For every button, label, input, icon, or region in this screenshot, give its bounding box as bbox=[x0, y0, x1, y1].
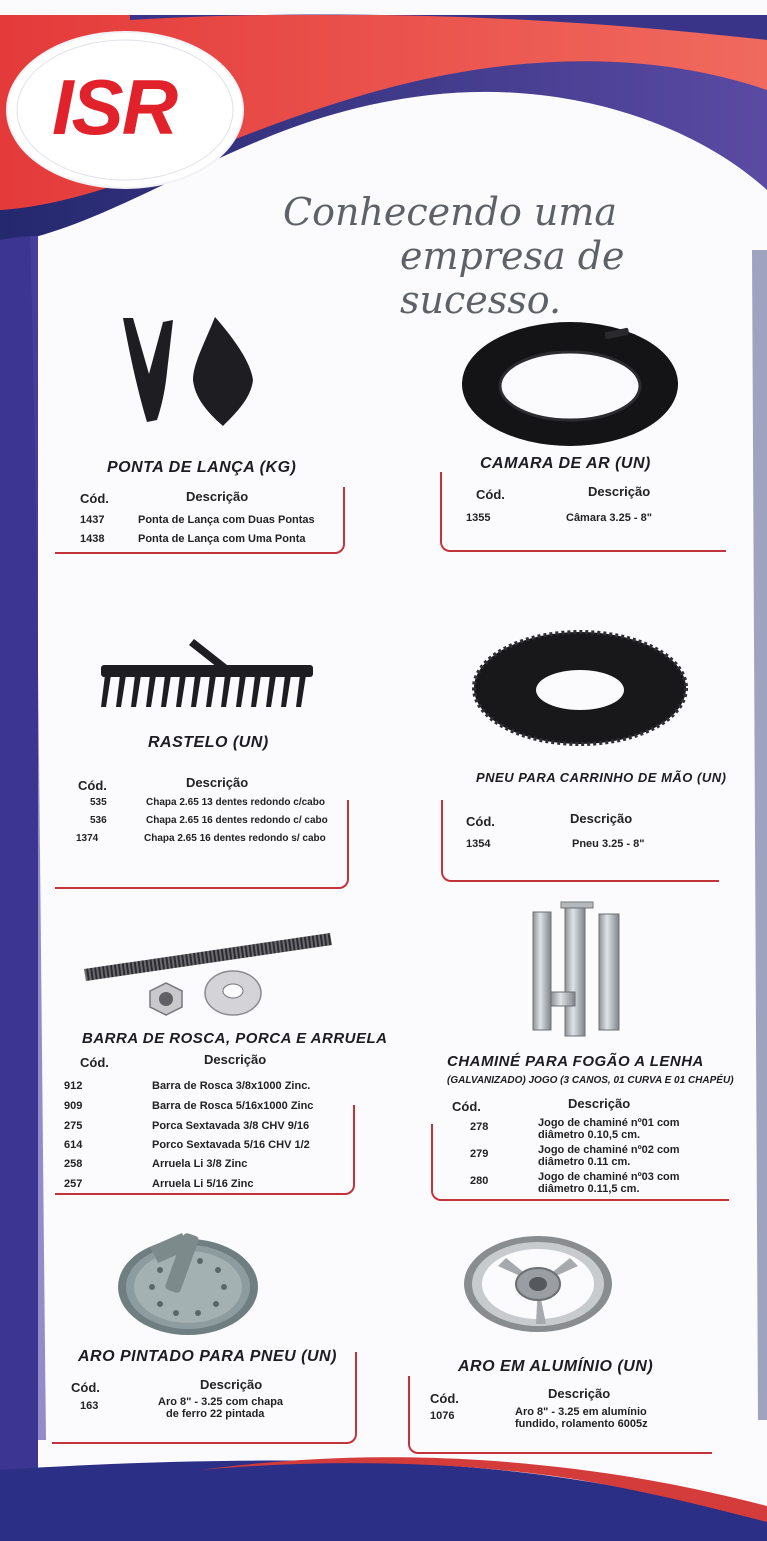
product-description: diâmetro 0.10,5 cm. bbox=[538, 1129, 641, 1141]
rake-icon bbox=[97, 635, 317, 715]
code-header: Cód. bbox=[80, 1055, 109, 1070]
product-description: Arruela Li 5/16 Zinc bbox=[152, 1178, 254, 1190]
product-code: 163 bbox=[80, 1400, 99, 1412]
description-header: Descrição bbox=[186, 775, 249, 790]
product-code: 278 bbox=[470, 1121, 489, 1133]
product-description: Chapa 2.65 13 dentes redondo c/cabo bbox=[146, 797, 325, 808]
product-code: 279 bbox=[470, 1148, 489, 1160]
product-code: 909 bbox=[64, 1100, 83, 1112]
slogan-line-2: empresa de sucesso. bbox=[400, 234, 625, 322]
product-description: Aro 8" - 3.25 com chapa bbox=[158, 1396, 284, 1408]
product-description: Pneu 3.25 - 8" bbox=[572, 838, 645, 850]
description-header: Descrição bbox=[204, 1052, 267, 1067]
painted-rim-icon bbox=[112, 1225, 262, 1340]
product-title-aro-aluminio: ARO EM ALUMÍNIO (UN) bbox=[458, 1358, 654, 1375]
product-title-ponta: PONTA DE LANÇA (KG) bbox=[107, 459, 297, 476]
product-title-rastelo: RASTELO (UN) bbox=[148, 734, 269, 751]
product-description: Barra de Rosca 5/16x1000 Zinc bbox=[152, 1100, 314, 1112]
code-header: Cód. bbox=[452, 1099, 481, 1114]
product-description: Ponta de Lança com Duas Pontas bbox=[138, 514, 315, 526]
product-description: Chapa 2.65 16 dentes redondo c/ cabo bbox=[146, 815, 328, 826]
chimney-pipe-icon bbox=[525, 900, 635, 1040]
code-header: Cód. bbox=[80, 491, 109, 506]
product-code: 1438 bbox=[80, 533, 105, 545]
product-title-aro-pintado: ARO PINTADO PARA PNEU (UN) bbox=[78, 1348, 337, 1365]
product-description: Barra de Rosca 3/8x1000 Zinc. bbox=[152, 1080, 311, 1092]
code-header: Cód. bbox=[430, 1391, 459, 1406]
product-code: 257 bbox=[64, 1178, 83, 1190]
product-title-camara: CAMARA DE AR (UN) bbox=[480, 455, 651, 472]
table-frame bbox=[55, 487, 345, 554]
product-title-chamine: CHAMINÉ PARA FOGÃO A LENHA bbox=[447, 1053, 704, 1070]
description-header: Descrição bbox=[548, 1386, 611, 1401]
product-code: 912 bbox=[64, 1080, 83, 1092]
product-description: Arruela Li 3/8 Zinc bbox=[152, 1158, 248, 1170]
product-description: Aro 8" - 3.25 em alumínio bbox=[515, 1406, 647, 1418]
product-code: 275 bbox=[64, 1120, 83, 1132]
inner-tube-icon bbox=[455, 312, 685, 452]
product-description: Chapa 2.65 16 dentes redondo s/ cabo bbox=[144, 833, 326, 844]
description-header: Descrição bbox=[186, 489, 249, 504]
product-description: Jogo de chaminé nº03 com bbox=[538, 1171, 680, 1183]
description-header: Descrição bbox=[568, 1096, 631, 1111]
product-title-barra: BARRA DE ROSCA, PORCA E ARRUELA bbox=[82, 1030, 388, 1047]
tire-icon bbox=[470, 628, 690, 748]
product-code: 614 bbox=[64, 1139, 83, 1151]
product-code: 258 bbox=[64, 1158, 83, 1170]
slogan-line-1: Conhecendo uma bbox=[283, 190, 618, 234]
description-header: Descrição bbox=[570, 811, 633, 826]
product-code: 536 bbox=[90, 815, 107, 826]
code-header: Cód. bbox=[466, 814, 495, 829]
product-code: 1437 bbox=[80, 514, 105, 526]
table-frame bbox=[55, 800, 349, 889]
table-frame bbox=[52, 1352, 357, 1444]
product-code: 535 bbox=[90, 797, 107, 808]
code-header: Cód. bbox=[476, 487, 505, 502]
product-description: Ponta de Lança com Uma Ponta bbox=[138, 533, 306, 545]
product-description: Câmara 3.25 - 8" bbox=[566, 512, 652, 524]
product-subtitle-chamine: (GALVANIZADO) JOGO (3 CANOS, 01 CURVA E 01 CHAPÉU) bbox=[447, 1075, 734, 1086]
spearhead-icon bbox=[115, 312, 265, 432]
threaded-rod-icon bbox=[80, 925, 340, 1020]
product-description: fundido, rolamento 6005z bbox=[515, 1418, 648, 1430]
product-description: Jogo de chaminé nº02 com bbox=[538, 1144, 680, 1156]
table-frame bbox=[440, 472, 726, 552]
product-description: diâmetro 0.11 cm. bbox=[538, 1156, 631, 1168]
product-code: 1355 bbox=[466, 512, 491, 524]
code-header: Cód. bbox=[71, 1380, 100, 1395]
product-description: Jogo de chaminé nº01 com bbox=[538, 1117, 680, 1129]
product-code: 280 bbox=[470, 1175, 489, 1187]
table-frame bbox=[431, 1124, 729, 1201]
product-code: 1076 bbox=[430, 1410, 455, 1422]
product-description: Porca Sextavada 3/8 CHV 9/16 bbox=[152, 1120, 310, 1132]
product-code: 1374 bbox=[76, 833, 99, 844]
product-code: 1354 bbox=[466, 838, 491, 850]
aluminum-rim-icon bbox=[458, 1228, 618, 1338]
description-header: Descrição bbox=[588, 484, 651, 499]
product-description: Porco Sextavada 5/16 CHV 1/2 bbox=[152, 1139, 310, 1151]
code-header: Cód. bbox=[78, 778, 107, 793]
product-description: diâmetro 0.11,5 cm. bbox=[538, 1183, 640, 1195]
isr-logo: ISR bbox=[52, 63, 177, 151]
table-frame bbox=[441, 800, 719, 882]
table-frame bbox=[55, 1105, 355, 1195]
description-header: Descrição bbox=[200, 1377, 263, 1392]
product-description: de ferro 22 pintada bbox=[166, 1408, 265, 1420]
product-title-pneu: PNEU PARA CARRINHO DE MÃO (UN) bbox=[476, 770, 727, 785]
table-frame bbox=[408, 1376, 712, 1454]
